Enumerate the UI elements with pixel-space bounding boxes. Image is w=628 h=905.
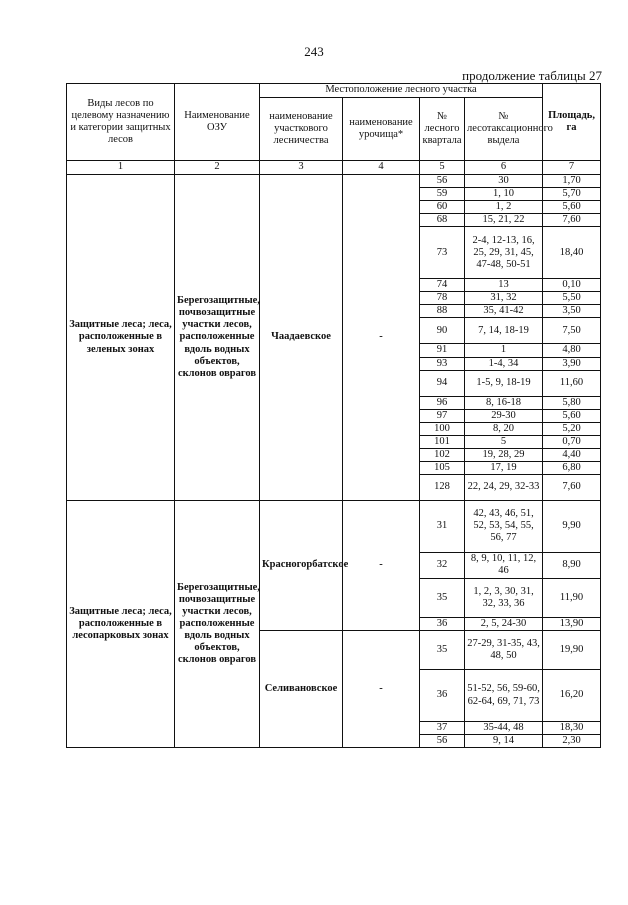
quarter-cell: 88 xyxy=(420,305,465,318)
quarter-cell: 90 xyxy=(420,318,465,344)
header-tract: наименование урочища* xyxy=(343,98,420,161)
table-caption: продолжение таблицы 27 xyxy=(462,68,602,83)
header-quarter: № лесного квартала xyxy=(420,98,465,161)
header-area: Площадь, га xyxy=(543,84,601,161)
area-cell: 2,30 xyxy=(543,735,601,748)
ozu-cell: Берегозащитные, почвозащитные участки лесов, расположенные вдоль водных объектов, склонов оврагов xyxy=(175,500,260,747)
allotment-cell: 19, 28, 29 xyxy=(465,448,543,461)
allotment-cell: 13 xyxy=(465,279,543,292)
quarter-cell: 56 xyxy=(420,735,465,748)
allotment-cell: 1, 2, 3, 30, 31, 32, 33, 36 xyxy=(465,578,543,617)
allotment-cell: 1-5, 9, 18-19 xyxy=(465,370,543,396)
allotment-cell: 22, 24, 29, 32-33 xyxy=(465,474,543,500)
quarter-cell: 100 xyxy=(420,422,465,435)
quarter-cell: 60 xyxy=(420,201,465,214)
allotment-cell: 35, 41-42 xyxy=(465,305,543,318)
column-number: 4 xyxy=(343,161,420,175)
quarter-cell: 36 xyxy=(420,670,465,722)
area-cell: 4,80 xyxy=(543,344,601,357)
district-cell: Красногорбатское xyxy=(260,500,343,630)
area-cell: 7,60 xyxy=(543,474,601,500)
area-cell: 0,70 xyxy=(543,435,601,448)
allotment-cell: 29-30 xyxy=(465,409,543,422)
allotment-cell: 15, 21, 22 xyxy=(465,214,543,227)
allotment-cell: 2-4, 12-13, 16, 25, 29, 31, 45, 47-48, 50-51 xyxy=(465,227,543,279)
allotment-cell: 5 xyxy=(465,435,543,448)
table-row xyxy=(67,500,601,552)
area-cell: 6,80 xyxy=(543,461,601,474)
quarter-cell: 35 xyxy=(420,631,465,670)
quarter-cell: 102 xyxy=(420,448,465,461)
area-cell: 7,50 xyxy=(543,318,601,344)
column-number: 2 xyxy=(175,161,260,175)
area-cell: 18,30 xyxy=(543,722,601,735)
allotment-cell: 30 xyxy=(465,175,543,188)
allotment-cell: 1, 2 xyxy=(465,201,543,214)
quarter-cell: 68 xyxy=(420,214,465,227)
quarter-cell: 78 xyxy=(420,292,465,305)
allotment-cell: 51-52, 56, 59-60, 62-64, 69, 71, 73 xyxy=(465,670,543,722)
area-cell: 11,90 xyxy=(543,578,601,617)
area-cell: 5,80 xyxy=(543,396,601,409)
area-cell: 19,90 xyxy=(543,631,601,670)
quarter-cell: 96 xyxy=(420,396,465,409)
header-district: наименование участкового лесничества xyxy=(260,98,343,161)
column-number: 5 xyxy=(420,161,465,175)
area-cell: 9,90 xyxy=(543,500,601,552)
quarter-cell: 94 xyxy=(420,370,465,396)
area-cell: 5,60 xyxy=(543,409,601,422)
quarter-cell: 74 xyxy=(420,279,465,292)
quarter-cell: 59 xyxy=(420,188,465,201)
allotment-cell: 8, 9, 10, 11, 12, 46 xyxy=(465,552,543,578)
column-number: 1 xyxy=(67,161,175,175)
area-cell: 0,10 xyxy=(543,279,601,292)
allotment-cell: 17, 19 xyxy=(465,461,543,474)
column-number-row xyxy=(67,161,601,175)
quarter-cell: 101 xyxy=(420,435,465,448)
page-number: 243 xyxy=(304,44,324,59)
area-cell: 7,60 xyxy=(543,214,601,227)
tract-cell: - xyxy=(343,500,420,630)
allotment-cell: 1-4, 34 xyxy=(465,357,543,370)
quarter-cell: 56 xyxy=(420,175,465,188)
column-number: 7 xyxy=(543,161,601,175)
quarter-cell: 128 xyxy=(420,474,465,500)
area-cell: 18,40 xyxy=(543,227,601,279)
area-cell: 5,70 xyxy=(543,188,601,201)
allotment-cell: 1, 10 xyxy=(465,188,543,201)
quarter-cell: 91 xyxy=(420,344,465,357)
quarter-cell: 73 xyxy=(420,227,465,279)
area-cell: 13,90 xyxy=(543,617,601,630)
tract-cell: - xyxy=(343,175,420,501)
header-forest-type: Виды лесов по целевому назначению и категории защитных лесов xyxy=(67,84,175,161)
district-cell: Селивановское xyxy=(260,631,343,748)
area-cell: 5,50 xyxy=(543,292,601,305)
area-cell: 1,70 xyxy=(543,175,601,188)
area-cell: 16,20 xyxy=(543,670,601,722)
quarter-cell: 105 xyxy=(420,461,465,474)
quarter-cell: 36 xyxy=(420,617,465,630)
area-cell: 8,90 xyxy=(543,552,601,578)
allotment-cell: 7, 14, 18-19 xyxy=(465,318,543,344)
district-cell: Чаадаевское xyxy=(260,175,343,501)
allotment-cell: 2, 5, 24-30 xyxy=(465,617,543,630)
quarter-cell: 31 xyxy=(420,500,465,552)
area-cell: 3,90 xyxy=(543,357,601,370)
area-cell: 5,60 xyxy=(543,201,601,214)
header-ozu: Наименование ОЗУ xyxy=(175,84,260,161)
header-location-group: Местоположение лесного участка xyxy=(260,84,543,98)
allotment-cell: 27-29, 31-35, 43, 48, 50 xyxy=(465,631,543,670)
table-row xyxy=(67,175,601,188)
allotment-cell: 1 xyxy=(465,344,543,357)
forest-table xyxy=(66,83,601,748)
forest-type-cell: Защитные леса; леса, расположенные в зеленых зонах xyxy=(67,175,175,501)
allotment-cell: 8, 16-18 xyxy=(465,396,543,409)
table-body xyxy=(67,175,601,748)
allotment-cell: 9, 14 xyxy=(465,735,543,748)
column-number: 3 xyxy=(260,161,343,175)
allotment-cell: 31, 32 xyxy=(465,292,543,305)
area-cell: 3,50 xyxy=(543,305,601,318)
quarter-cell: 93 xyxy=(420,357,465,370)
quarter-cell: 35 xyxy=(420,578,465,617)
ozu-cell: Берегозащитные, почвозащитные участки лесов, расположенные вдоль водных объектов, склонов оврагов xyxy=(175,175,260,501)
forest-type-cell: Защитные леса; леса, расположенные в лесопарковых зонах xyxy=(67,500,175,747)
allotment-cell: 42, 43, 46, 51, 52, 53, 54, 55, 56, 77 xyxy=(465,500,543,552)
quarter-cell: 32 xyxy=(420,552,465,578)
tract-cell: - xyxy=(343,631,420,748)
allotment-cell: 8, 20 xyxy=(465,422,543,435)
column-number: 6 xyxy=(465,161,543,175)
area-cell: 4,40 xyxy=(543,448,601,461)
quarter-cell: 37 xyxy=(420,722,465,735)
area-cell: 5,20 xyxy=(543,422,601,435)
area-cell: 11,60 xyxy=(543,370,601,396)
quarter-cell: 97 xyxy=(420,409,465,422)
allotment-cell: 35-44, 48 xyxy=(465,722,543,735)
header-allotment: № лесотаксационного выдела xyxy=(465,98,543,161)
